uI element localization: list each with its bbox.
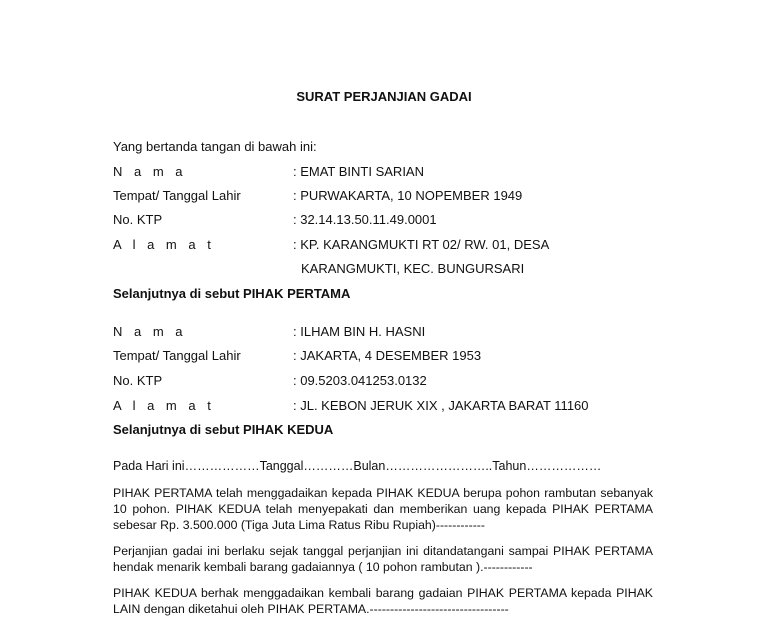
document-title: SURAT PERJANJIAN GADAI: [296, 89, 472, 104]
party2-ktp-label: No. KTP: [113, 373, 163, 388]
party2-name-label: N a m a: [113, 324, 187, 339]
date-line: Pada Hari ini………………Tanggal…………Bulan……………………..Tahun………………: [113, 459, 602, 473]
paragraph-2: Perjanjian gadai ini berlaku sejak tanggal perjanjian ini ditandatangani sampai PIHAK PERTAMA hendak menarik kembali barang gadaiannya ( 10 pohon rambutan ).------------: [113, 544, 653, 574]
party1-designation: Selanjutnya di sebut PIHAK PERTAMA: [113, 286, 351, 301]
party1-name-label: N a m a: [113, 164, 187, 179]
party2-ktp-value: : 09.5203.041253.0132: [293, 373, 427, 388]
party1-address-label: A l a m a t: [113, 237, 215, 252]
party1-birth-label: Tempat/ Tanggal Lahir: [113, 188, 241, 203]
party2-address-value: : JL. KEBON JERUK XIX , JAKARTA BARAT 11160: [293, 398, 589, 413]
party1-address-line-2: KARANGMUKTI, KEC. BUNGURSARI: [301, 261, 525, 276]
party1-name-value: : EMAT BINTI SARIAN: [293, 164, 424, 179]
paragraph-3: PIHAK KEDUA berhak menggadaikan kembali barang gadaian PIHAK PERTAMA kepada PIHAK LAIN dengan diketahui oleh PIHAK PERTAMA.----------------------------------: [113, 586, 653, 616]
party2-birth-label: Tempat/ Tanggal Lahir: [113, 348, 241, 363]
intro-text: Yang bertanda tangan di bawah ini:: [113, 139, 317, 154]
party2-birth-value: : JAKARTA, 4 DESEMBER 1953: [293, 348, 482, 363]
party2-designation: Selanjutnya di sebut PIHAK KEDUA: [113, 422, 334, 437]
party1-ktp-label: No. KTP: [113, 212, 163, 227]
party1-address-line-1: : KP. KARANGMUKTI RT 02/ RW. 01, DESA: [293, 237, 550, 252]
party1-ktp-value: : 32.14.13.50.11.49.0001: [293, 212, 437, 227]
party2-address-label: A l a m a t: [113, 398, 215, 413]
party2-name-value: : ILHAM BIN H. HASNI: [293, 324, 426, 339]
paragraph-1: PIHAK PERTAMA telah menggadaikan kepada PIHAK KEDUA berupa pohon rambutan sebanyak 10 pohon. PIHAK KEDUA telah menyepakati dan memberikan uang kepada PIHAK PERTAMA sebesar Rp. 3.500.000 (Tiga Juta Lima Ratus Ribu Rupiah)------------: [113, 486, 653, 532]
party1-birth-value: : PURWAKARTA, 10 NOPEMBER 1949: [293, 188, 523, 203]
